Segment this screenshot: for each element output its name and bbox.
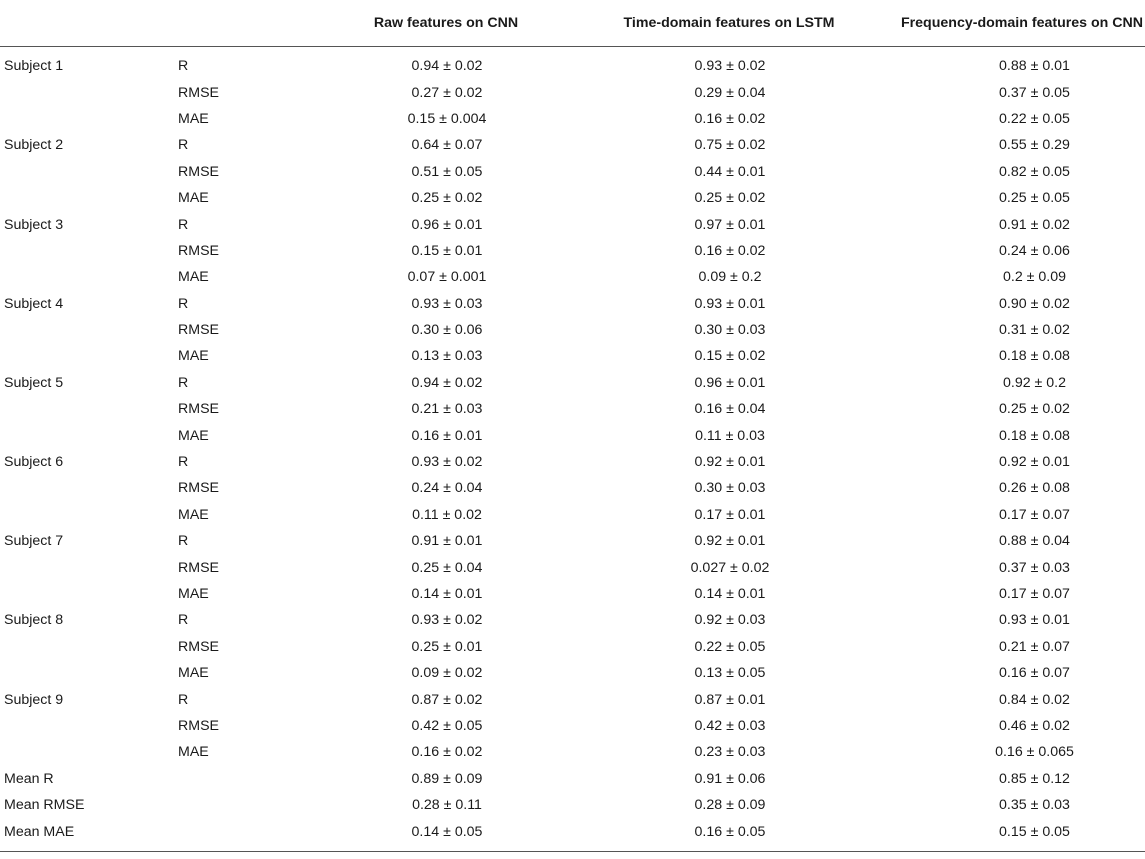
- row-freq-cnn-cell: 0.17 ± 0.07: [999, 506, 1070, 523]
- row-freq-cnn-cell: 0.18 ± 0.08: [999, 348, 1070, 365]
- row-metric-cell: [168, 818, 298, 851]
- table-row: [0, 607, 1145, 633]
- row-subject-cell: [0, 475, 168, 501]
- row-raw-cnn-cell: 0.14 ± 0.01: [411, 586, 483, 602]
- row-raw-cnn-cell: 0.25 ± 0.02: [411, 190, 483, 207]
- row-raw-cnn-cell: 0.11 ± 0.02: [412, 506, 482, 523]
- row-freq-cnn-cell: 0.25 ± 0.05: [999, 190, 1070, 207]
- row-metric-cell: R: [178, 216, 189, 233]
- row-raw-cnn-cell: 0.51 ± 0.05: [411, 163, 483, 180]
- row-metric-cell: MAE: [178, 427, 209, 444]
- row-raw-cnn-cell: 0.91 ± 0.01: [411, 533, 483, 550]
- row-freq-cnn-cell: 0.25 ± 0.02: [999, 401, 1070, 418]
- row-subject-cell: Subject 6: [4, 454, 64, 471]
- row-metric-cell: MAE: [178, 110, 209, 127]
- row-subject-cell: [0, 238, 168, 264]
- row-metric-cell: MAE: [178, 506, 209, 523]
- row-metric-cell: RMSE: [178, 401, 219, 418]
- row-time-lstm-cell: 0.93 ± 0.02: [694, 58, 766, 75]
- row-raw-cnn-cell: 0.87 ± 0.02: [411, 691, 483, 708]
- row-freq-cnn-cell: 0.17 ± 0.07: [999, 586, 1070, 602]
- row-freq-cnn-cell: 0.92 ± 0.01: [999, 454, 1070, 471]
- row-raw-cnn-cell: 0.07 ± 0.001: [407, 269, 487, 286]
- row-metric-cell: R: [178, 612, 189, 629]
- row-freq-cnn-cell: 0.93 ± 0.01: [999, 612, 1070, 629]
- row-raw-cnn-cell: 0.09 ± 0.02: [411, 665, 483, 682]
- table-row: [0, 766, 1145, 792]
- row-metric-cell: R: [178, 374, 189, 391]
- table-row: [0, 660, 1145, 686]
- table-row: [0, 132, 1145, 158]
- row-metric-cell: MAE: [178, 665, 209, 682]
- table-row: [0, 79, 1145, 105]
- row-freq-cnn-cell: 0.21 ± 0.07: [999, 638, 1070, 655]
- row-time-lstm-cell: 0.027 ± 0.02: [690, 559, 770, 576]
- table-row: [0, 396, 1145, 422]
- row-metric-cell: MAE: [178, 269, 209, 286]
- row-time-lstm-cell: 0.13 ± 0.05: [694, 665, 766, 682]
- row-raw-cnn-cell: 0.42 ± 0.05: [411, 717, 483, 734]
- row-raw-cnn-cell: 0.94 ± 0.02: [411, 374, 483, 391]
- row-subject-cell: [0, 581, 168, 607]
- row-freq-cnn-cell: 0.26 ± 0.08: [999, 480, 1070, 497]
- row-time-lstm-cell: 0.23 ± 0.03: [694, 744, 766, 761]
- row-time-lstm-cell: 0.96 ± 0.01: [694, 374, 766, 391]
- row-time-lstm-cell: 0.75 ± 0.02: [694, 137, 766, 154]
- row-freq-cnn-cell: 0.88 ± 0.04: [999, 533, 1070, 550]
- row-time-lstm-cell: 0.30 ± 0.03: [694, 480, 766, 497]
- row-metric-cell: RMSE: [178, 84, 219, 101]
- table-row: [0, 238, 1145, 264]
- row-freq-cnn-cell: 0.15 ± 0.05: [864, 818, 1145, 851]
- row-metric-cell: RMSE: [178, 242, 219, 259]
- table-row: [0, 264, 1145, 290]
- header-metric: [168, 0, 298, 47]
- row-time-lstm-cell: 0.44 ± 0.01: [694, 163, 766, 180]
- table-row: [0, 422, 1145, 448]
- row-raw-cnn-cell: 0.27 ± 0.02: [411, 84, 483, 101]
- row-subject-cell: [0, 713, 168, 739]
- row-metric-cell: RMSE: [178, 717, 219, 734]
- row-raw-cnn-cell: 0.25 ± 0.01: [411, 638, 483, 655]
- row-time-lstm-cell: 0.25 ± 0.02: [694, 190, 766, 207]
- row-subject-cell: [0, 79, 168, 105]
- row-time-lstm-cell: 0.42 ± 0.03: [694, 717, 766, 734]
- row-time-lstm-cell: 0.16 ± 0.02: [694, 110, 766, 127]
- row-freq-cnn-cell: 0.22 ± 0.05: [999, 110, 1070, 127]
- row-metric-cell: MAE: [178, 190, 209, 207]
- table-row: [0, 317, 1145, 343]
- row-freq-cnn-cell: 0.2 ± 0.09: [1002, 269, 1066, 286]
- row-subject-cell: Subject 9: [4, 691, 64, 708]
- row-freq-cnn-cell: 0.37 ± 0.05: [999, 84, 1070, 101]
- row-time-lstm-cell: 0.92 ± 0.01: [694, 533, 766, 550]
- table-row: [0, 713, 1145, 739]
- row-subject-cell: Mean MAE: [0, 818, 168, 851]
- table-row: [0, 502, 1145, 528]
- row-metric-cell: R: [178, 58, 189, 75]
- row-subject-cell: [0, 739, 168, 765]
- row-time-lstm-cell: 0.28 ± 0.09: [694, 797, 766, 814]
- row-raw-cnn-cell: 0.30 ± 0.06: [411, 322, 483, 339]
- row-metric-cell: MAE: [178, 586, 209, 602]
- header-raw-cnn: Raw features on CNN: [298, 0, 574, 47]
- row-freq-cnn-cell: 0.90 ± 0.02: [999, 295, 1070, 312]
- row-metric-cell: R: [178, 454, 189, 471]
- row-time-lstm-cell: 0.15 ± 0.02: [694, 348, 766, 365]
- row-metric-cell: MAE: [178, 348, 209, 365]
- row-time-lstm-cell: 0.92 ± 0.01: [694, 454, 766, 471]
- row-subject-cell: [0, 422, 168, 448]
- row-raw-cnn-cell: 0.28 ± 0.11: [412, 797, 482, 814]
- row-metric-cell: [168, 792, 298, 818]
- row-freq-cnn-cell: 0.91 ± 0.02: [999, 216, 1070, 233]
- row-raw-cnn-cell: 0.15 ± 0.01: [411, 242, 483, 259]
- table-row: [0, 159, 1145, 185]
- row-time-lstm-cell: 0.91 ± 0.06: [694, 770, 766, 787]
- row-metric-cell: MAE: [178, 744, 209, 761]
- table-row: [0, 449, 1145, 475]
- table-row: [0, 818, 1145, 851]
- row-time-lstm-cell: 0.93 ± 0.01: [694, 295, 766, 312]
- row-metric-cell: RMSE: [178, 559, 219, 576]
- row-time-lstm-cell: 0.16 ± 0.05: [574, 818, 864, 851]
- row-raw-cnn-cell: 0.93 ± 0.03: [411, 295, 483, 312]
- row-subject-cell: Mean RMSE: [4, 797, 85, 814]
- table-row: [0, 686, 1145, 712]
- row-time-lstm-cell: 0.87 ± 0.01: [694, 691, 766, 708]
- row-subject-cell: [0, 264, 168, 290]
- row-raw-cnn-cell: 0.64 ± 0.07: [411, 137, 483, 154]
- row-subject-cell: [0, 634, 168, 660]
- row-freq-cnn-cell: 0.92 ± 0.2: [1002, 374, 1066, 391]
- row-raw-cnn-cell: 0.25 ± 0.04: [411, 559, 483, 576]
- row-freq-cnn-cell: 0.46 ± 0.02: [999, 717, 1070, 734]
- row-time-lstm-cell: 0.30 ± 0.03: [694, 322, 766, 339]
- row-raw-cnn-cell: 0.93 ± 0.02: [411, 612, 483, 629]
- row-metric-cell: R: [178, 533, 189, 550]
- row-subject-cell: Subject 2: [4, 137, 64, 154]
- row-subject-cell: Mean R: [4, 770, 54, 787]
- table-row: [0, 291, 1145, 317]
- row-time-lstm-cell: 0.22 ± 0.05: [694, 638, 766, 655]
- header-freq-cnn: Frequency-domain features on CNN: [864, 0, 1145, 47]
- row-subject-cell: [0, 660, 168, 686]
- row-freq-cnn-cell: 0.82 ± 0.05: [999, 163, 1070, 180]
- row-freq-cnn-cell: 0.18 ± 0.08: [999, 427, 1070, 444]
- table-row: [0, 739, 1145, 765]
- table-row: [0, 634, 1145, 660]
- row-subject-cell: [0, 502, 168, 528]
- row-metric-cell: RMSE: [178, 163, 219, 180]
- row-metric-cell: RMSE: [178, 480, 219, 497]
- table-row: [0, 792, 1145, 818]
- row-freq-cnn-cell: 0.55 ± 0.29: [999, 137, 1070, 154]
- row-subject-cell: Subject 7: [4, 533, 64, 550]
- row-freq-cnn-cell: 0.35 ± 0.03: [999, 797, 1070, 814]
- row-metric-cell: R: [178, 691, 189, 708]
- row-time-lstm-cell: 0.16 ± 0.04: [694, 401, 766, 418]
- row-subject-cell: Subject 5: [4, 374, 64, 391]
- row-subject-cell: Subject 3: [4, 216, 64, 233]
- row-raw-cnn-cell: 0.16 ± 0.01: [411, 427, 483, 444]
- table-body: [0, 47, 1145, 852]
- table-header: [0, 0, 1145, 47]
- table-row: [0, 211, 1145, 237]
- row-raw-cnn-cell: 0.93 ± 0.02: [411, 454, 483, 471]
- row-raw-cnn-cell: 0.89 ± 0.09: [411, 770, 483, 787]
- row-raw-cnn-cell: 0.21 ± 0.03: [411, 401, 483, 418]
- row-metric-cell: RMSE: [178, 322, 219, 339]
- header-row: [0, 0, 1145, 47]
- header-subject: [0, 0, 168, 47]
- table-row: [0, 475, 1145, 501]
- row-subject-cell: Subject 4: [4, 295, 64, 312]
- row-raw-cnn-cell: 0.13 ± 0.03: [411, 348, 483, 365]
- row-time-lstm-cell: 0.97 ± 0.01: [694, 216, 766, 233]
- row-subject-cell: [0, 554, 168, 580]
- table-row: [0, 343, 1145, 369]
- row-time-lstm-cell: 0.11 ± 0.03: [695, 427, 765, 444]
- row-subject-cell: [0, 159, 168, 185]
- row-subject-cell: Subject 8: [4, 612, 64, 629]
- row-subject-cell: [0, 343, 168, 369]
- table-row: [0, 528, 1145, 554]
- row-time-lstm-cell: 0.09 ± 0.2: [698, 269, 762, 286]
- row-subject-cell: [0, 106, 168, 132]
- row-freq-cnn-cell: 0.16 ± 0.07: [999, 665, 1070, 682]
- table-row: [0, 47, 1145, 80]
- row-subject-cell: [0, 317, 168, 343]
- row-metric-cell: [168, 766, 298, 792]
- row-freq-cnn-cell: 0.24 ± 0.06: [999, 242, 1070, 259]
- row-freq-cnn-cell: 0.85 ± 0.12: [999, 770, 1070, 787]
- row-time-lstm-cell: 0.14 ± 0.01: [694, 586, 766, 602]
- row-raw-cnn-cell: 0.15 ± 0.004: [407, 110, 487, 127]
- row-freq-cnn-cell: 0.37 ± 0.03: [999, 559, 1070, 576]
- header-time-lstm: Time-domain features on LSTM: [574, 0, 864, 47]
- row-metric-cell: RMSE: [178, 638, 219, 655]
- row-raw-cnn-cell: 0.14 ± 0.05: [298, 818, 574, 851]
- row-freq-cnn-cell: 0.84 ± 0.02: [999, 691, 1070, 708]
- row-freq-cnn-cell: 0.31 ± 0.02: [999, 322, 1070, 339]
- table-row: [0, 554, 1145, 580]
- row-freq-cnn-cell: 0.16 ± 0.065: [995, 744, 1074, 761]
- table-row: [0, 581, 1145, 607]
- row-time-lstm-cell: 0.92 ± 0.03: [694, 612, 766, 629]
- row-raw-cnn-cell: 0.96 ± 0.01: [411, 216, 483, 233]
- row-raw-cnn-cell: 0.24 ± 0.04: [411, 480, 483, 497]
- row-metric-cell: R: [178, 137, 189, 154]
- table-row: [0, 370, 1145, 396]
- row-raw-cnn-cell: 0.16 ± 0.02: [411, 744, 483, 761]
- row-freq-cnn-cell: 0.88 ± 0.01: [999, 58, 1070, 75]
- table-row: [0, 185, 1145, 211]
- row-subject-cell: [0, 396, 168, 422]
- row-time-lstm-cell: 0.16 ± 0.02: [694, 242, 766, 259]
- row-metric-cell: R: [178, 295, 189, 312]
- row-time-lstm-cell: 0.29 ± 0.04: [694, 84, 766, 101]
- row-subject-cell: Subject 1: [4, 58, 64, 75]
- row-subject-cell: [0, 185, 168, 211]
- row-time-lstm-cell: 0.17 ± 0.01: [694, 506, 766, 523]
- row-raw-cnn-cell: 0.94 ± 0.02: [411, 58, 483, 75]
- table-row: [0, 106, 1145, 132]
